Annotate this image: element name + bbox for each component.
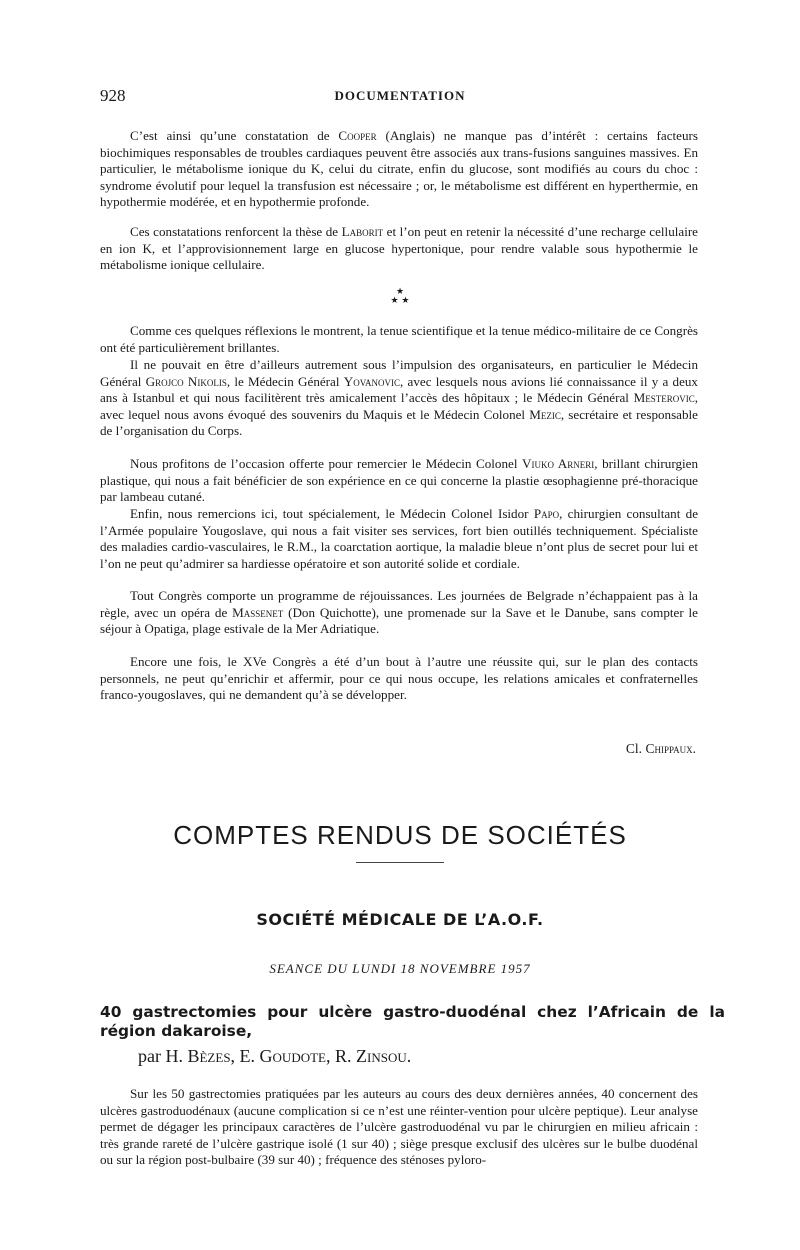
signature: Cl. Chippaux. [625,741,696,756]
page-number: 928 [100,86,126,105]
session-date: SEANCE DU LUNDI 18 NOVEMBRE 1957 [269,961,531,976]
paragraph-laborit: Ces constatations renforcent la thèse de Laborit et l’on peut en retenir la nécessité d’une recharge cellulaire en ion K, et l’approvisionnement large en glucose hypertonique, pour rendre valable sous hypothermie le métabolisme ionique cellulaire. [100,224,698,273]
section-stars-ornament: ★ ★ ★ [390,287,410,306]
paragraph-arneri: Nous profitons de l’occasion offerte pour remercier le Médecin Colonel Viuko Arneri, brillant chirurgien plastique, qui nous a fait bénéficier de son expérience en ce qui concerne la plastie œsophagienne pré-thoracique par lambeau cutané. [100,456,698,505]
paragraph-conclusion: Encore une fois, le XVe Congrès a été d’un bout à l’autre une réussite qui, sur le plan des contacts personnels, ne peut qu’enrichir et affermir, pour ce qui nous occupe, les relations amicales et confraternelles franco-yougoslaves, qui ne demandent qu’à se développer. [100,654,698,703]
paragraph-congress-quality: Comme ces quelques réflexions le montrent, la tenue scientifique et la tenue médico-militaire de ce Congrès ont été particulièrement brillantes. [100,323,698,355]
section-divider [356,862,444,863]
author-name: Laborit [341,224,384,239]
running-title: DOCUMENTATION [334,88,466,103]
society-title: SOCIÉTÉ MÉDICALE DE L’A.O.F. [256,910,544,929]
running-head [100,86,700,108]
paragraph-festivities: Tout Congrès comporte un programme de réjouissances. Les journées de Belgrade n’échappaient pas à la règle, avec un opéra de Massenet (Don Quichotte), une promenade sur la Save et le Danube, sans compter le séjour à Opatiga, plage estivale de la Mer Adriatique. [100,588,698,637]
author-name: Cooper [338,128,377,143]
article-abstract: Sur les 50 gastrectomies pratiquées par les auteurs au cours des deux dernières années, 40 concernent des ulcères gastroduodénaux (aucune complication si ce n’est une réinter-vention pour ulcère peptique). Leur analyse permet de dégager les principaux caractères de l’ulcère gastroduodénal vu par le chirurgien en milieu africain : très grande rareté de l’ulcère gastrique isolé (1 sur 40) ; siège presque exclusif des ulcères sur le bulbe duodénal ou sur la région post-bulbaire (39 sur 40) ; fréquence des sténoses pyloro- [100,1086,698,1168]
paragraph-organizers: Il ne pouvait en être d’ailleurs autrement sous l’impulsion des organisateurs, en particulier le Médecin Général Grojco Nikolis, le Médecin Général Yovanovic, avec lesquels nous avions lié connaissance il y a deux ans à Istanbul et qui nous facilitèrent très amicalement l’accès des hôpitaux ; le Médecin Général Mesterovic, avec lequel nous avons évoqué des souvenirs du Maquis et le Médecin Colonel Mezic, secrétaire et responsable de l’organisation du Corps. [100,357,698,439]
article-title: 40 gastrectomies pour ulcère gastro-duodénal chez l’Africain de la région dakaroise, [100,1003,725,1040]
section-title: COMPTES RENDUS DE SOCIÉTÉS [173,820,627,850]
paragraph-cooper: C’est ainsi qu’une constatation de Cooper (Anglais) ne manque pas d’intérêt : certains facteurs biochimiques responsables de troubles cardiaques peuvent être associés aux trans-fusions sanguines massives. En particulier, le métabolisme ionique du K, celui du citrate, enfin du glucose, sont modifiés au cours du choc : syndrome évolutif pour lequel la transfusion est nécessaire ; or, le métabolisme est différent en hyperthermie, en hypothermie modérée, et en hypothermie profonde. [100,128,698,210]
paragraph-papo: Enfin, nous remercions ici, tout spécialement, le Médecin Colonel Isidor Papo, chirurgien consultant de l’Armée populaire Yougoslave, qui nous a fait visiter ses services, fort bien outillés techniquement. Spécialiste des maladies cardio-vasculaires, le R.M., la coarctation aortique, la maladie bleue n’ont plus de secret pour lui et l’on ne peut qu’admirer sa hardiesse opératoire et son autorité solide et cordiale. [100,506,699,571]
article-authors: par H. Bèzes, E. Goudote, R. Zinsou. [138,1046,412,1066]
